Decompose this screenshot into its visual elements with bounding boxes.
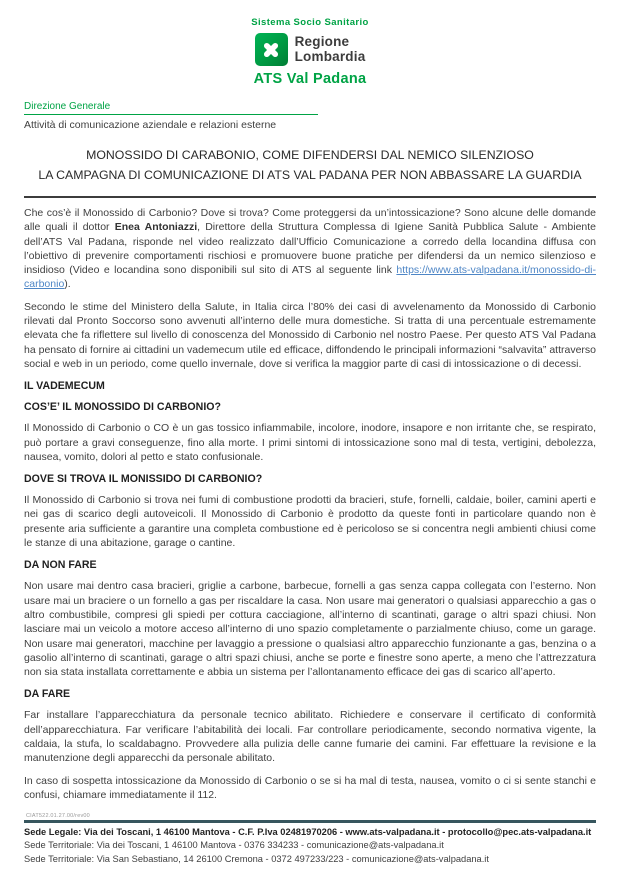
doctor-name: Enea Antoniazzi bbox=[114, 221, 198, 234]
paragraph-cose: Il Monossido di Carbonio o CO è un gas tossico infiammabile, incolore, inodore, insapore e non irritante che, se respirato, può portare a gravi conseguenze, fino alla morte. I primi sintomi di intossicazione sono mal di testa, vertigini, debolezza, nausea, vomito, dolori al petto e stato confusionale. bbox=[24, 422, 596, 463]
campaign-link[interactable]: https://www.ats-valpadana.it/monossido-di-carbonio bbox=[24, 264, 596, 291]
rosa-camuna-icon bbox=[255, 33, 288, 66]
department-title: Direzione Generale bbox=[24, 101, 318, 115]
title-divider bbox=[24, 196, 596, 198]
heading-vademecum: IL VADEMECUM bbox=[24, 380, 105, 393]
paragraph-da-non-fare: Non usare mai dentro casa bracieri, griglie a carbone, barbecue, fornelli a gas senza cappa collegata con l’esterno. Non usare mai un braciere o un fornello a gas per riscaldare la casa. Non usare mai generatori o qualsiasi apparecchio a gas o altro combustibile, compresi gli spiedi per cottura cacciagione, all’interno di scantinati, garage o altri spazi chiusi. Non lasciare mai un veicolo a motore acceso all’interno di uno spazio completamente o parzialmente chiuso, come un garage. Non usare mai generatori, macchine per lavaggio a pressione o qualsiasi altro apparecchio funzionante a gas, benzina o a gasolio all’interno di scantinati, garage o altri spazi chiusi, anche se porte e finestre sono aperte, a meno che l’attrezzatura non sia stata installata correttamente e abbia un sistema per l’allontanamento efficace dei gas di scarico all’aperto. bbox=[24, 580, 596, 679]
heading-dove: DOVE SI TROVA IL MONISSIDO DI CARBONIO? bbox=[24, 473, 263, 486]
footer-sede-territoriale-mantova: Sede Territoriale: Via dei Toscani, 1 46100 Mantova - 0376 334233 - comunicazione@ats-valpadana.it bbox=[24, 840, 444, 851]
paragraph-dove: Il Monossido di Carbonio si trova nei fumi di combustione prodotti da bracieri, stufe, fornelli, caldaie, boiler, camini aperti e nei gas di scarico degli autoveicoli. Il Monossido di Carbonio è prodotto da queste fonti in particolare quando non è presente aria sufficiente a garantire una completa combustione ed è pericoloso se si concentra negli ambienti chiusi come le stanze di una abitazione, garage o cantine. bbox=[24, 494, 596, 550]
regione-lombardia-logo bbox=[24, 33, 596, 66]
footer-sede-territoriale-cremona: Sede Territoriale: Via San Sebastiano, 14 26100 Cremona - 0372 497233/223 - comunicazione@ats-valpadana.it bbox=[24, 854, 489, 865]
paragraph-intro: Che cos’è il Monossido di Carbonio? Dove si trova? Come proteggersi da un’intossicazione? Sono alcune delle domande alle quali il dottor Enea Antoniazzi, Direttore della Struttura Complessa di Igiene Sanità Pubblica Salute - Ambiente dell’ATS Val Padana, risponde nel video realizzato dall’Ufficio Comunicazione a corredo della locandina diffusa con l’obiettivo di prevenire comportamenti rischiosi e promuovere buone pratiche per difendersi da un nemico silenzioso e insidioso (Video e locandina sono disponibili sul sito di ATS al seguente link https://www.ats-valpadana.it/monossido-di-carbonio). bbox=[24, 207, 596, 291]
letterhead bbox=[24, 0, 596, 87]
document-body bbox=[24, 206, 596, 802]
department-block bbox=[24, 96, 596, 131]
paragraph-statistics: Secondo le stime del Ministero della Salute, in Italia circa l’80% dei casi di avvelenamento da Monossido di Carbonio rilevati dal Pronto Soccorso sono avvenuti all’interno delle mura domestiche. Si tratta di una percentuale estremamente elevata che fa riflettere sul livello di conoscenza del Monossido di Carbonio nel nostro Paese. Per questo ATS Val Padana ha pensato di fornire ai cittadini un vademecum utile ed efficace, diffondendo le principali informazioni “salvavita” attraverso social e web in un periodo, come quello invernale, dove si verifica la maggior parte di casi di intossicazione o di decessi. bbox=[24, 300, 596, 370]
region-name: Regione Lombardia bbox=[294, 34, 366, 64]
page-footer bbox=[24, 813, 596, 867]
heading-cose: COS’E’ IL MONOSSIDO DI CARBONIO? bbox=[24, 401, 221, 414]
office-subtitle: Attività di comunicazione aziendale e relazioni esterne bbox=[24, 119, 277, 131]
heading-da-fare: DA FARE bbox=[24, 688, 71, 701]
footer-divider bbox=[24, 820, 596, 823]
paragraph-emergency: In caso di sospetta intossicazione da Monossido di Carbonio o se si ha mal di testa, nausea, vomito o ci si sente stanchi e confusi, chiamare immediatamente il 112. bbox=[24, 774, 596, 801]
paragraph-da-fare: Far installare l’apparecchiatura da personale tecnico abilitato. Richiedere e conservare il certificato di conformità dell’apparecchiatura. Far verificare l’abitabilità dei locali. Far controllare periodicamente, secondo normativa vigente, la caldaia, la stufa, lo scaldabagno. Provvedere alla pulizia delle canne fumarie dei camini. Far effettuare la revisione e la manutenzione degli apparecchi da personale abilitato. bbox=[24, 709, 596, 765]
org-name: ATS Val Padana bbox=[253, 71, 367, 87]
document-code: CIAT522.01.27.00/rev00 bbox=[26, 812, 90, 819]
title-line-1: MONOSSIDO DI CARABONIO, COME DIFENDERSI DAL NEMICO SILENZIOSO bbox=[86, 148, 534, 162]
system-label: Sistema Socio Sanitario bbox=[251, 17, 369, 28]
title-line-2: LA CAMPAGNA DI COMUNICAZIONE DI ATS VAL PADANA PER NON ABBASSARE LA GUARDIA bbox=[38, 167, 582, 182]
heading-da-non-fare: DA NON FARE bbox=[24, 559, 97, 572]
press-release-title bbox=[24, 146, 596, 185]
footer-sede-legale: Sede Legale: Via dei Toscani, 1 46100 Mantova - C.F. P.Iva 02481970206 - www.ats-valpadana.it - protocollo@pec.ats-valpadana.it bbox=[24, 826, 592, 837]
